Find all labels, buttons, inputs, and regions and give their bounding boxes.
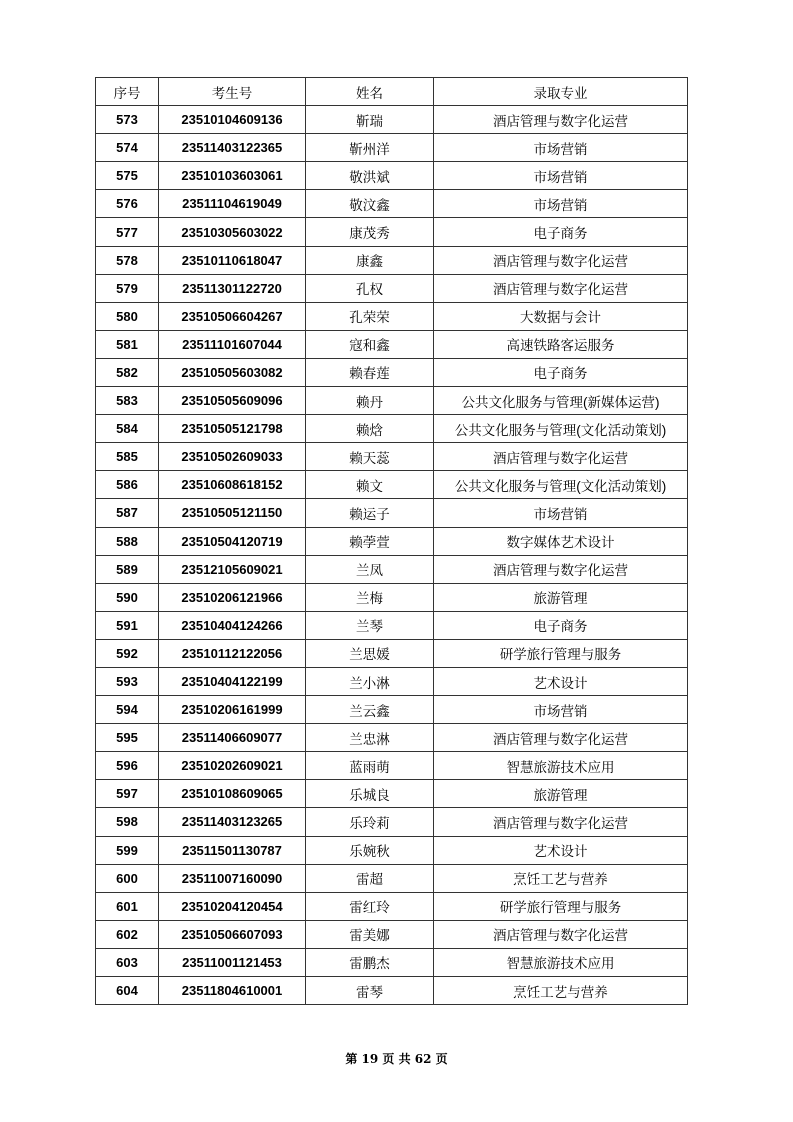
- table-row: [96, 471, 688, 499]
- cell-major: 艺术设计: [434, 836, 688, 864]
- table-row: [96, 583, 688, 611]
- cell-exam-number: 23510506604267: [159, 302, 306, 330]
- cell-major: 研学旅行管理与服务: [434, 639, 688, 667]
- cell-name: 寇和鑫: [306, 330, 434, 358]
- cell-index: 601: [96, 892, 159, 920]
- cell-major: 大数据与会计: [434, 302, 688, 330]
- table-row: [96, 977, 688, 1005]
- cell-index: 587: [96, 499, 159, 527]
- cell-major: 市场营销: [434, 162, 688, 190]
- table-row: [96, 696, 688, 724]
- cell-exam-number: 23510206121966: [159, 583, 306, 611]
- cell-exam-number: 23510104609136: [159, 106, 306, 134]
- cell-index: 579: [96, 274, 159, 302]
- cell-major: 酒店管理与数字化运营: [434, 808, 688, 836]
- cell-name: 蓝雨萌: [306, 752, 434, 780]
- cell-major: 公共文化服务与管理(新媒体运营): [434, 387, 688, 415]
- table-row: [96, 808, 688, 836]
- cell-name: 赖文: [306, 471, 434, 499]
- cell-major: 数字媒体艺术设计: [434, 527, 688, 555]
- header-exam-number: 考生号: [159, 78, 306, 106]
- cell-index: 585: [96, 443, 159, 471]
- cell-exam-number: 23511101607044: [159, 330, 306, 358]
- cell-major: 市场营销: [434, 190, 688, 218]
- table-row: [96, 724, 688, 752]
- cell-major: 智慧旅游技术应用: [434, 752, 688, 780]
- cell-name: 兰思媛: [306, 639, 434, 667]
- cell-exam-number: 23512105609021: [159, 555, 306, 583]
- cell-index: 591: [96, 611, 159, 639]
- cell-exam-number: 23510608618152: [159, 471, 306, 499]
- cell-index: 575: [96, 162, 159, 190]
- table-header-row: [96, 78, 688, 106]
- cell-index: 573: [96, 106, 159, 134]
- cell-exam-number: 23511403123265: [159, 808, 306, 836]
- cell-exam-number: 23511001121453: [159, 948, 306, 976]
- cell-exam-number: 23510505609096: [159, 387, 306, 415]
- cell-exam-number: 23510504120719: [159, 527, 306, 555]
- cell-name: 乐城良: [306, 780, 434, 808]
- table-row: [96, 752, 688, 780]
- cell-index: 602: [96, 920, 159, 948]
- cell-exam-number: 23510404124266: [159, 611, 306, 639]
- cell-major: 高速铁路客运服务: [434, 330, 688, 358]
- cell-exam-number: 23510112122056: [159, 639, 306, 667]
- table-row: [96, 555, 688, 583]
- table-row: [96, 948, 688, 976]
- table-row: [96, 920, 688, 948]
- table-row: [96, 864, 688, 892]
- cell-index: 598: [96, 808, 159, 836]
- cell-name: 赖春莲: [306, 358, 434, 386]
- table-row: [96, 246, 688, 274]
- cell-index: 589: [96, 555, 159, 583]
- table-row: [96, 106, 688, 134]
- table-row: [96, 443, 688, 471]
- cell-major: 智慧旅游技术应用: [434, 948, 688, 976]
- cell-name: 乐玲莉: [306, 808, 434, 836]
- cell-exam-number: 23511301122720: [159, 274, 306, 302]
- cell-name: 赖焓: [306, 415, 434, 443]
- cell-exam-number: 23511007160090: [159, 864, 306, 892]
- cell-exam-number: 23510505121150: [159, 499, 306, 527]
- cell-name: 雷超: [306, 864, 434, 892]
- cell-index: 603: [96, 948, 159, 976]
- cell-name: 兰琴: [306, 611, 434, 639]
- cell-name: 兰忠淋: [306, 724, 434, 752]
- cell-name: 兰小淋: [306, 667, 434, 695]
- table-row: [96, 499, 688, 527]
- cell-exam-number: 23510506607093: [159, 920, 306, 948]
- table-row: [96, 780, 688, 808]
- cell-exam-number: 23511403122365: [159, 134, 306, 162]
- cell-major: 市场营销: [434, 696, 688, 724]
- page-footer: 第 19 页 共 62 页: [345, 1052, 448, 1066]
- table-row: [96, 190, 688, 218]
- cell-index: 596: [96, 752, 159, 780]
- cell-name: 雷美娜: [306, 920, 434, 948]
- cell-exam-number: 23510305603022: [159, 218, 306, 246]
- cell-index: 586: [96, 471, 159, 499]
- cell-name: 兰梅: [306, 583, 434, 611]
- cell-index: 593: [96, 667, 159, 695]
- cell-major: 电子商务: [434, 218, 688, 246]
- cell-exam-number: 23510502609033: [159, 443, 306, 471]
- cell-major: 艺术设计: [434, 667, 688, 695]
- cell-major: 酒店管理与数字化运营: [434, 443, 688, 471]
- cell-name: 乐婉秋: [306, 836, 434, 864]
- cell-name: 孔荣荣: [306, 302, 434, 330]
- cell-index: 581: [96, 330, 159, 358]
- cell-name: 赖天蕊: [306, 443, 434, 471]
- cell-name: 赖丹: [306, 387, 434, 415]
- cell-index: 582: [96, 358, 159, 386]
- cell-index: 584: [96, 415, 159, 443]
- cell-exam-number: 23510103603061: [159, 162, 306, 190]
- cell-major: 公共文化服务与管理(文化活动策划): [434, 471, 688, 499]
- table-row: [96, 134, 688, 162]
- cell-index: 574: [96, 134, 159, 162]
- cell-index: 592: [96, 639, 159, 667]
- cell-major: 酒店管理与数字化运营: [434, 724, 688, 752]
- cell-major: 酒店管理与数字化运营: [434, 274, 688, 302]
- table-row: [96, 892, 688, 920]
- cell-exam-number: 23510108609065: [159, 780, 306, 808]
- cell-name: 赖荸萱: [306, 527, 434, 555]
- cell-name: 康茂秀: [306, 218, 434, 246]
- cell-index: 599: [96, 836, 159, 864]
- cell-major: 市场营销: [434, 499, 688, 527]
- admission-table: [95, 77, 688, 1005]
- table-row: [96, 836, 688, 864]
- cell-exam-number: 23510110618047: [159, 246, 306, 274]
- cell-major: 酒店管理与数字化运营: [434, 920, 688, 948]
- cell-exam-number: 23510202609021: [159, 752, 306, 780]
- cell-index: 597: [96, 780, 159, 808]
- cell-name: 雷红玲: [306, 892, 434, 920]
- cell-exam-number: 23510206161999: [159, 696, 306, 724]
- cell-major: 酒店管理与数字化运营: [434, 555, 688, 583]
- table-row: [96, 667, 688, 695]
- cell-index: 594: [96, 696, 159, 724]
- cell-exam-number: 23510404122199: [159, 667, 306, 695]
- cell-major: 公共文化服务与管理(文化活动策划): [434, 415, 688, 443]
- cell-index: 578: [96, 246, 159, 274]
- cell-name: 兰云鑫: [306, 696, 434, 724]
- header-index: 序号: [96, 78, 159, 106]
- table-row: [96, 302, 688, 330]
- table-row: [96, 218, 688, 246]
- cell-exam-number: 23511501130787: [159, 836, 306, 864]
- cell-name: 兰凤: [306, 555, 434, 583]
- cell-major: 酒店管理与数字化运营: [434, 246, 688, 274]
- cell-major: 旅游管理: [434, 780, 688, 808]
- table-row: [96, 415, 688, 443]
- cell-name: 靳州洋: [306, 134, 434, 162]
- cell-index: 600: [96, 864, 159, 892]
- cell-name: 康鑫: [306, 246, 434, 274]
- cell-major: 烹饪工艺与营养: [434, 864, 688, 892]
- table-row: [96, 639, 688, 667]
- cell-exam-number: 23511104619049: [159, 190, 306, 218]
- cell-major: 研学旅行管理与服务: [434, 892, 688, 920]
- cell-exam-number: 23511406609077: [159, 724, 306, 752]
- table-row: [96, 611, 688, 639]
- cell-index: 580: [96, 302, 159, 330]
- cell-name: 敬汶鑫: [306, 190, 434, 218]
- cell-index: 576: [96, 190, 159, 218]
- cell-major: 市场营销: [434, 134, 688, 162]
- table-row: [96, 527, 688, 555]
- cell-name: 赖运子: [306, 499, 434, 527]
- cell-name: 靳瑞: [306, 106, 434, 134]
- cell-name: 敬洪斌: [306, 162, 434, 190]
- cell-exam-number: 23510505603082: [159, 358, 306, 386]
- cell-index: 604: [96, 977, 159, 1005]
- cell-name: 雷琴: [306, 977, 434, 1005]
- table-row: [96, 162, 688, 190]
- table-row: [96, 330, 688, 358]
- cell-index: 577: [96, 218, 159, 246]
- table-row: [96, 387, 688, 415]
- cell-exam-number: 23510505121798: [159, 415, 306, 443]
- header-major: 录取专业: [434, 78, 688, 106]
- cell-major: 酒店管理与数字化运营: [434, 106, 688, 134]
- cell-exam-number: 23511804610001: [159, 977, 306, 1005]
- cell-exam-number: 23510204120454: [159, 892, 306, 920]
- cell-major: 电子商务: [434, 358, 688, 386]
- cell-major: 旅游管理: [434, 583, 688, 611]
- header-name: 姓名: [306, 78, 434, 106]
- table-row: [96, 358, 688, 386]
- cell-name: 雷鹏杰: [306, 948, 434, 976]
- table-row: [96, 274, 688, 302]
- cell-name: 孔权: [306, 274, 434, 302]
- cell-index: 590: [96, 583, 159, 611]
- cell-major: 电子商务: [434, 611, 688, 639]
- cell-index: 595: [96, 724, 159, 752]
- cell-index: 588: [96, 527, 159, 555]
- cell-index: 583: [96, 387, 159, 415]
- cell-major: 烹饪工艺与营养: [434, 977, 688, 1005]
